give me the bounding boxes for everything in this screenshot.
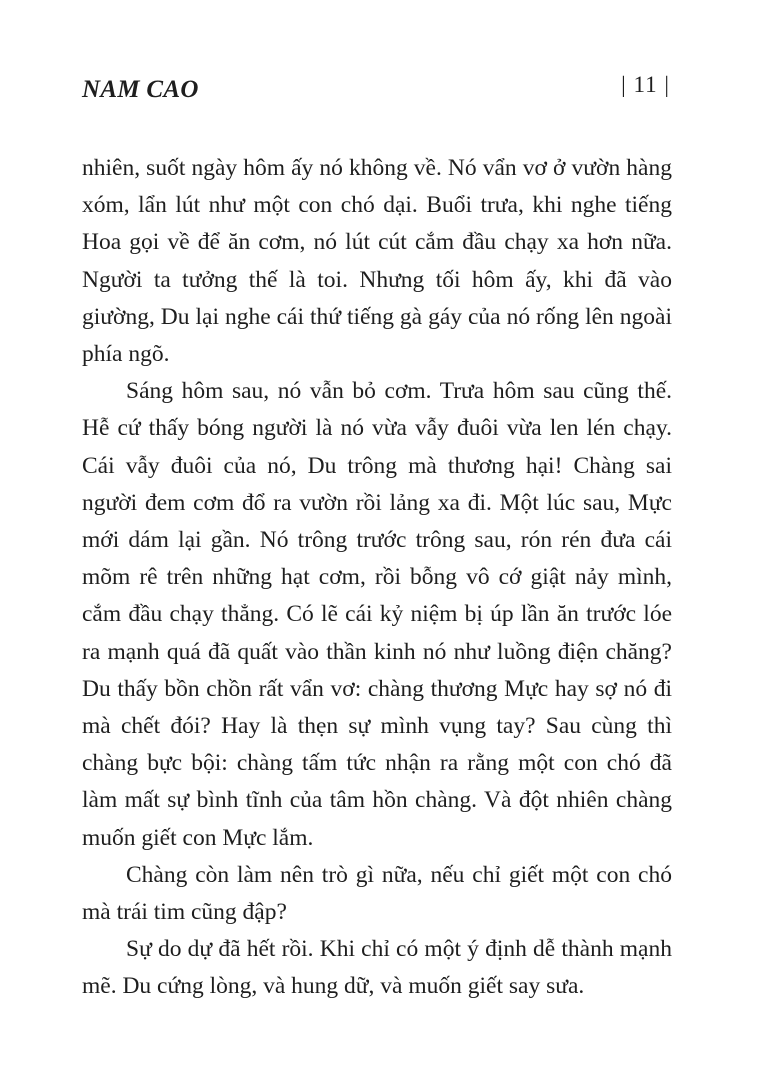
author-name: NAM CAO [82,76,199,103]
paragraph: nhiên, suốt ngày hôm ấy nó không về. Nó vẩn vơ ở vườn hàng xóm, lẩn lút như một con chó dại. Buổi trưa, khi nghe tiếng Hoa gọi về để ăn cơm, nó lút cút cắm đầu chạy xa hơn nữa. Người ta tưởng thế là toi. Nhưng tối hôm ấy, khi đã vào giường, Du lại nghe cái thứ tiếng gà gáy của nó rống lên ngoài phía ngõ. [82,155,672,368]
running-header [82,70,672,110]
paragraph: Chàng còn làm nên trò gì nữa, nếu chỉ giết một con chó mà trái tim cũng đập? [82,861,672,926]
paragraph: Sự do dự đã hết rồi. Khi chỉ có một ý định dễ thành mạnh mẽ. Du cứng lòng, và hung dữ, và muốn giết say sưa. [82,936,672,1000]
paragraph: Sáng hôm sau, nó vẫn bỏ cơm. Trưa hôm sau cũng thế. Hễ cứ thấy bóng người là nó vừa vẫy đuôi vừa len lén chạy. Cái vẫy đuôi của nó, Du trông mà thương hại! Chàng sai người đem cơm đổ ra vườn rồi lảng xa đi. Một lúc sau, Mực mới dám lại gần. Nó trông trước trông sau, rón rén đưa cái mõm rê trên những hạt cơm, rồi bỗng vô cớ giật nảy mình, cắm đầu chạy thẳng. Có lẽ cái kỷ niệm bị úp lần ăn trước lóe ra mạnh quá đã quất vào thần kinh nó như luồng điện chăng? Du thấy bồn chồn rất vẩn vơ: chàng thương Mực hay sợ nó đi mà chết đói? Hay là thẹn sự mình vụng tay? Sau cùng thì chàng bực bội: chàng tấm tức nhận ra rằng một con chó đã làm mất sự bình tĩnh của tâm hồn chàng. Và đột nhiên chàng muốn giết con Mực lắm. [82,378,672,851]
page-number: | 11 | [621,72,670,97]
body-text [82,150,672,1006]
